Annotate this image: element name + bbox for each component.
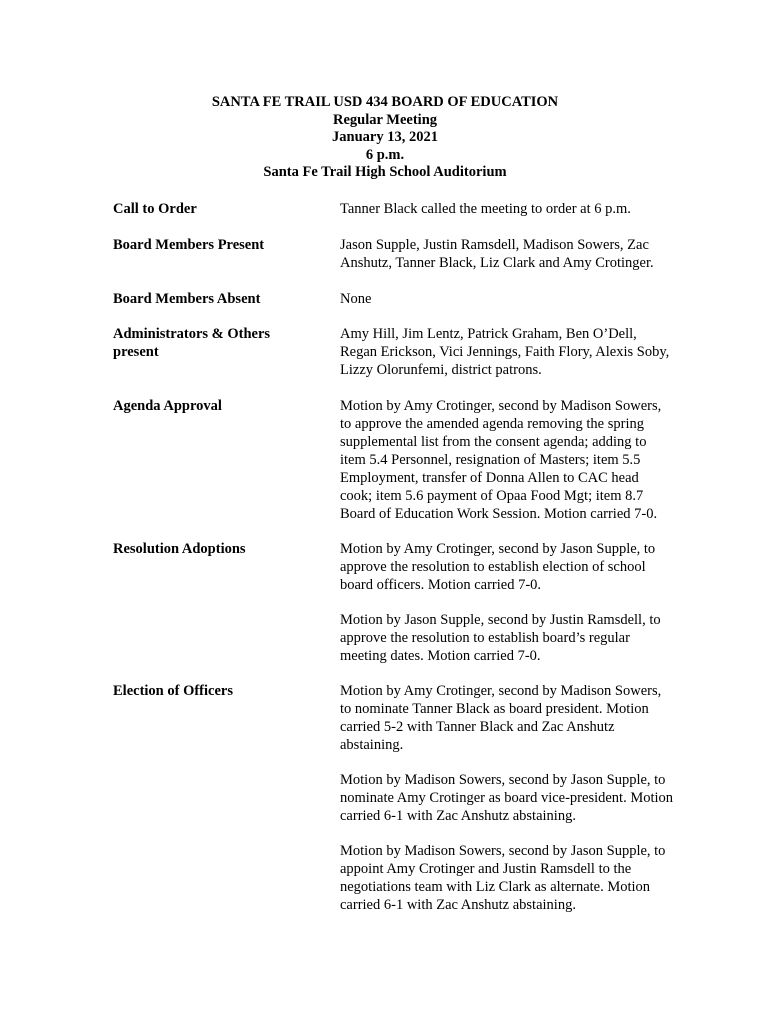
section-paragraph: Motion by Madison Sowers, second by Jason Supple, to nominate Amy Crotinger as board vice-president. Motion carried 6-1 with Zac Anshutz abstaining.: [340, 772, 674, 824]
section-content: [340, 200, 700, 218]
section-label: Administrators & Others present: [113, 326, 271, 360]
meeting-time: 6 p.m.: [365, 146, 405, 163]
section-paragraph: Motion by Amy Crotinger, second by Madison Sowers, to approve the amended agenda removing the spring supplemental list from the consent agenda; adding to item 5.4 Personnel, resignation of Masters; item 5.5 Employment, transfer of Donna Allen to CAC head cook; item 5.6 payment of Opaa Food Mgt; item 8.7 Board of Education Work Session. Motion carried 7-0.: [340, 398, 662, 522]
document-header: [0, 94, 770, 182]
meeting-date: January 13, 2021: [332, 129, 438, 146]
section-content: [340, 682, 700, 914]
section-label: Election of Officers: [113, 683, 233, 699]
section-paragraph: Motion by Amy Crotinger, second by Jason Supple, to approve the resolution to establish election of school board officers. Motion carried 7-0.: [340, 541, 656, 593]
section-content: [340, 236, 700, 272]
section-paragraph: Motion by Amy Crotinger, second by Madison Sowers, to nominate Tanner Black as board president. Motion carried 5-2 with Tanner Black and Zac Anshutz abstaining.: [340, 683, 662, 753]
section-content: [340, 325, 700, 379]
section-label: Call to Order: [113, 201, 197, 217]
section-paragraph: Motion by Jason Supple, second by Justin Ramsdell, to approve the resolution to establish board’s regular meeting dates. Motion carried 7-0.: [340, 612, 661, 664]
meeting-type: Regular Meeting: [332, 111, 438, 128]
section-label: Board Members Present: [113, 237, 265, 253]
section-label: Board Members Absent: [113, 291, 261, 307]
section-content: [340, 397, 700, 523]
section-label: Resolution Adoptions: [113, 541, 246, 557]
section-paragraph: Tanner Black called the meeting to order at 6 p.m.: [340, 201, 631, 217]
district-title: SANTA FE TRAIL USD 434 BOARD OF EDUCATION: [211, 94, 559, 110]
section-paragraph: Jason Supple, Justin Ramsdell, Madison Sowers, Zac Anshutz, Tanner Black, Liz Clark and Amy Crotinger.: [340, 237, 654, 271]
section-paragraph: Motion by Madison Sowers, second by Jason Supple, to appoint Amy Crotinger and Justin Ramsdell to the negotiations team with Liz Clark as alternate. Motion carried 6-1 with Zac Anshutz abstaining.: [340, 843, 666, 913]
section-content: [340, 290, 700, 308]
meeting-location: Santa Fe Trail High School Auditorium: [263, 164, 507, 181]
section-paragraph: Amy Hill, Jim Lentz, Patrick Graham, Ben O’Dell, Regan Erickson, Vici Jennings, Faith Flory, Alexis Soby, Lizzy Olorunfemi, district patrons.: [340, 326, 670, 378]
section-content: [340, 540, 700, 665]
section-paragraph: None: [340, 291, 372, 307]
section-label: Agenda Approval: [113, 398, 222, 414]
